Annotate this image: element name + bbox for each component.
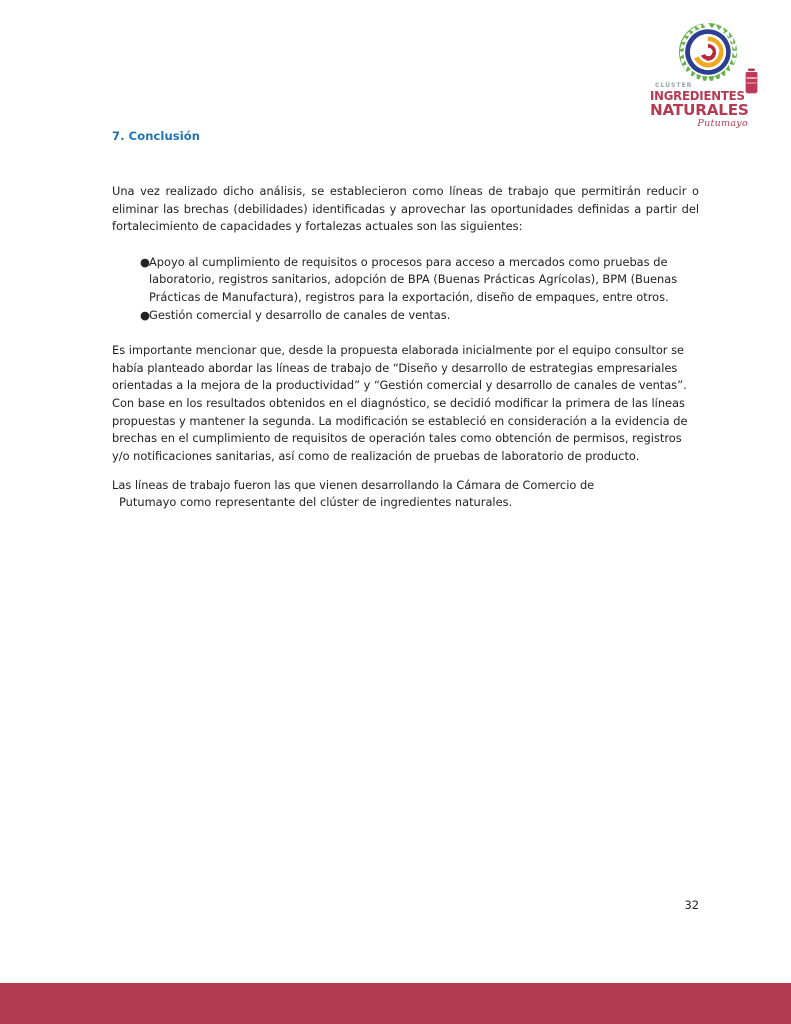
document-body (112, 183, 699, 523)
list-item-label: Apoyo al cumplimiento de requisitos o procesos para acceso a mercados como pruebas de laboratorio, registros sanitarios, adopción de BPA (Buenas Prácticas Agrícolas), BPM (Buenas Prácticas de Manufactura), registros para la exportación, diseño de empaques, entre otros. (149, 254, 678, 304)
paragraph-lineas-trabajo (112, 477, 699, 512)
footer-bar (0, 983, 791, 1024)
bullet-dot-icon: ● (140, 307, 150, 322)
logo-wordmark (650, 82, 758, 129)
paragraph-lineas-trabajo-line2: Putumayo como representante del clúster de ingredientes naturales. (119, 495, 513, 510)
list-item-label: Gestión comercial y desarrollo de canales de ventas. (149, 307, 451, 322)
list-item (140, 307, 698, 325)
cluster-logo (650, 22, 758, 138)
paragraph-lineas-trabajo-line1: Las líneas de trabajo fueron las que vienen desarrollando la Cámara de Comercio de (112, 477, 595, 492)
logo-jar-icon (745, 68, 758, 94)
work-lines-list (140, 254, 698, 324)
logo-line-ingredientes: INGREDIENTES (650, 89, 745, 103)
page-number: 32 (684, 898, 699, 912)
logo-cluster-label: CLÚSTER (655, 82, 693, 89)
logo-spiral-mark (678, 22, 738, 82)
logo-line-naturales: NATURALES (650, 101, 749, 120)
list-item (140, 254, 698, 307)
logo-tagline-putumayo: Putumayo (697, 117, 748, 129)
paragraph-intro: Una vez realizado dicho análisis, se establecieron como líneas de trabajo que permitirán reducir o eliminar las brechas (debilidades) identificadas y aprovechar las oportunidades definidas a partir del fortalecimiento de capacidades y fortalezas actuales son las siguientes: (112, 184, 699, 234)
bullet-dot-icon: ● (140, 254, 150, 269)
paragraph-importante: Es importante mencionar que, desde la propuesta elaborada inicialmente por el equipo consultor se había planteado abordar las líneas de trabajo de “Diseño y desarrollo de estrategias empresariales orientadas a la mejora de la productividad” y “Gestión comercial y desarrollo de canales de ventas”. Con base en los resultados obtenidos en el diagnóstico, se decidió modificar la primera de las líneas propuestas y mantener la segunda. La modificación se estableció en consideración a la evidencia de brechas en el cumplimiento de requisitos de operación tales como obtención de permisos, registros y/o notificaciones sanitarias, así como de realización de pruebas de laboratorio de producto. (112, 343, 688, 463)
section-heading: 7. Conclusión (112, 129, 201, 143)
